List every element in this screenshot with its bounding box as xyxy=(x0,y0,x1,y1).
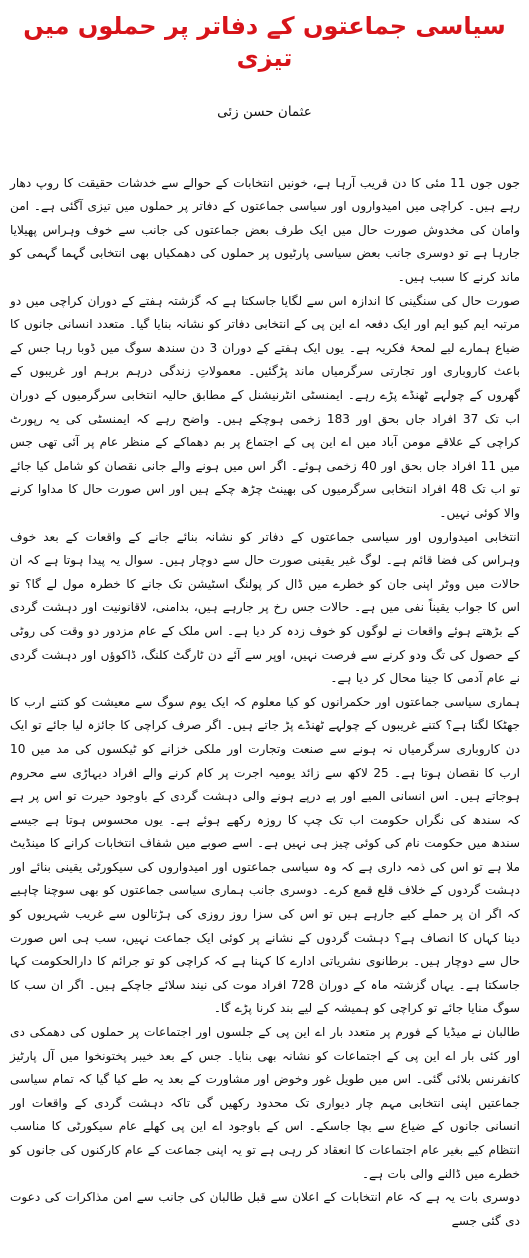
article-body xyxy=(10,172,520,1234)
paragraph: ہماری سیاسی جماعتوں اور حکمرانوں کو کیا معلوم کہ ایک یوم سوگ سے معیشت کو کتنے ارب کا جھٹکا لگتا ہے؟ کتنے غریبوں کے چولہے ٹھنڈے پڑ جاتے ہیں۔ اگر صرف کراچی کا جائزہ لیا جائے تو ایک دن کاروباری سرگرمیاں نہ ہونے سے صنعت وتجارت اور ملکی خزانے کو ٹیکسوں کی مد میں 10 ارب کا نقصان ہوتا ہے۔ 25 لاکھ سے زائد یومیہ اجرت پر کام کرنے والے افراد دیہاڑی سے محروم ہوجاتے ہیں۔ اس انسانی المیے اور پے درپے ہونے والی دہشت گردی کے باوجود حیرت تو اس پر ہے کہ سندھ کی نگراں حکومت اب تک چپ کا روزہ رکھے ہوئے ہے۔ یوں محسوس ہوتا ہے جیسے سندھ میں حکومت نام کی کوئی چیز ہی نہیں ہے۔ اسے صوبے میں شفاف انتخابات کرانے کا مینڈیٹ ملا ہے تو اس کی ذمہ داری ہے کہ وہ سیاسی جماعتوں اور امیدواروں کی سیکورٹی یقینی بنائے اور دہشت گردوں کے خلاف قلع قمع کرے۔ دوسری جانب ہماری سیاسی جماعتوں کو بھی سوچنا چاہیے کہ اگر ان پر حملے کیے جارہے ہیں تو اس کی سزا روز روزی کی ہڑتالوں سے غریب شہریوں کو دینا کہاں کا انصاف ہے؟ دہشت گردوں کے نشانے پر کوئی ایک جماعت نہیں، سب ہی اس صورت حال سے دوچار ہیں۔ برطانوی نشریاتی ادارے کا کہنا ہے کہ کراچی کو تو جرائم کا دارالحکومت کہا جاسکتا ہے۔ یہاں گزشتہ ماہ کے دوران 728 افراد موت کی نیند سلائے جاچکے ہیں۔ اگر ان سب کا سوگ منایا جائے تو کراچی کو ہمیشہ کے لیے بند کرنا پڑے گا۔ xyxy=(10,694,521,1016)
paragraph: انتخابی امیدواروں اور سیاسی جماعتوں کے دفاتر کو نشانہ بنائے جانے کے واقعات کے بعد خوف وہراس کی فضا قائم ہے۔ لوگ غیر یقینی صورت حال سے دوچار ہیں۔ سوال یہ پیدا ہوتا ہے کہ ان حالات میں ووٹر اپنی جان کو خطرے میں ڈال کر پولنگ اسٹیشن تک جانے کا خطرہ مول لے گا؟ تو اس کا جواب یقیناً نفی میں ہے۔ حالات جس رخ پر جارہے ہیں، بدامنی، لاقانونیت اور دہشت گردی کے بڑھتے ہوئے واقعات نے لوگوں کو خوف زدہ کر دیا ہے۔ اس ملک کے عام مزدور دو وقت کی روٹی کے حصول کی تگ ودو کرنے سے فرصت نہیں، اوپر سے آئے دن ٹارگٹ کلنگ، ڈاکوؤں اور دہشت گردی نے عام آدمی کا جینا محال کر دیا ہے۔ xyxy=(10,529,520,686)
paragraph: دوسری بات یہ ہے کہ عام انتخابات کے اعلان سے قبل طالبان کی جانب سے امن مذاکرات کی دعوت دی گئی جسے xyxy=(10,1190,520,1228)
paragraph: جوں جوں 11 مئی کا دن قریب آرہا ہے، خونیں انتخابات کے حوالے سے خدشات حقیقت کا روپ دھار رہے ہیں۔ کراچی میں امیدواروں اور سیاسی جماعتوں کے دفاتر پر حملوں میں تیزی آگئی ہے۔ امن وامان کی مخدوش صورت حال میں ایک طرف بعض جماعتوں کی جانب سے خوف وہراس پھیلایا جارہا ہے تو دوسری جانب بعض سیاسی پارٹیوں پر حملوں کی دھمکیاں بھی انتخابی گہما گہمی کو ماند کرنے کا سبب ہیں۔ xyxy=(10,175,520,285)
paragraph: طالبان نے میڈیا کے فورم پر متعدد بار اے این پی کے جلسوں اور اجتماعات پر حملوں کی دھمکی دی اور کئی بار اے این پی کے اجتماعات کو نشانہ بھی بنایا۔ جس کے بعد خیبر پختونخوا میں آل پارٹیز کانفرنس بلائی گئی۔ اس میں طویل غور وخوض اور مشاورت کے بعد یہ طے کیا گیا کہ تمام سیاسی جماعتیں اپنی انتخابی مہم چار دیواری تک محدود رکھیں گی تاکہ دہشت گردی کے واقعات اور انسانی جانوں کے ضیاع سے بچا جاسکے۔ اس کے باوجود اے این پی کھلے عام سیکورٹی کا مناسب انتظام کیے بغیر عام اجتماعات کا انعقاد کر رہی ہے تو یہ اپنی جماعت کے عام کارکنوں کی جانوں کو خطرے میں ڈالنے والی بات ہے۔ xyxy=(10,1025,520,1181)
paragraph: صورت حال کی سنگینی کا اندازہ اس سے لگایا جاسکتا ہے کہ گزشتہ ہفتے کے دوران کراچی میں دو مرتبہ ایم کیو ایم اور ایک دفعہ اے این پی کے انتخابی دفاتر کو نشانہ بنایا گیا۔ متعدد انسانی جانوں کا ضیاع ہمارے لیے لمحۂ فکریہ ہے۔ یوں ایک ہفتے کے دوران 3 دن سندھ سوگ میں ڈوبا رہا جس کے باعث کاروباری اور تجارتی سرگرمیاں ماند پڑگئیں۔ معمولاتِ زندگی درہم برہم اور غریبوں کے گھروں کے چولہے ٹھنڈے پڑے رہے۔ ایمنسٹی انٹرنیشنل کے مطابق حالیہ انتخابی سرگرمیوں کے دوران اب تک 37 افراد جاں بحق اور 183 زخمی ہوچکے ہیں۔ واضح رہے کہ ایمنسٹی کی یہ رپورٹ کراچی کے علاقے مومن آباد میں اے این پی کے اجتماع پر بم دھماکے کے منظر عام پر آئی تھی جس میں 11 افراد جاں بحق اور 40 زخمی ہوئے۔ اگر اس میں ہونے والے جانی نقصان کو شامل کیا جائے تو اب تک 48 افراد انتخابی سرگرمیوں کی بھینٹ چڑھ چکے ہیں اور اس صورت حال کا مداوا کرنے والا کوئی نہیں۔ xyxy=(10,293,521,520)
author-byline: عثمان حسن زئی xyxy=(217,103,312,120)
article-title: سیاسی جماعتوں کے دفاتر پر حملوں میں تیزی xyxy=(23,12,506,73)
